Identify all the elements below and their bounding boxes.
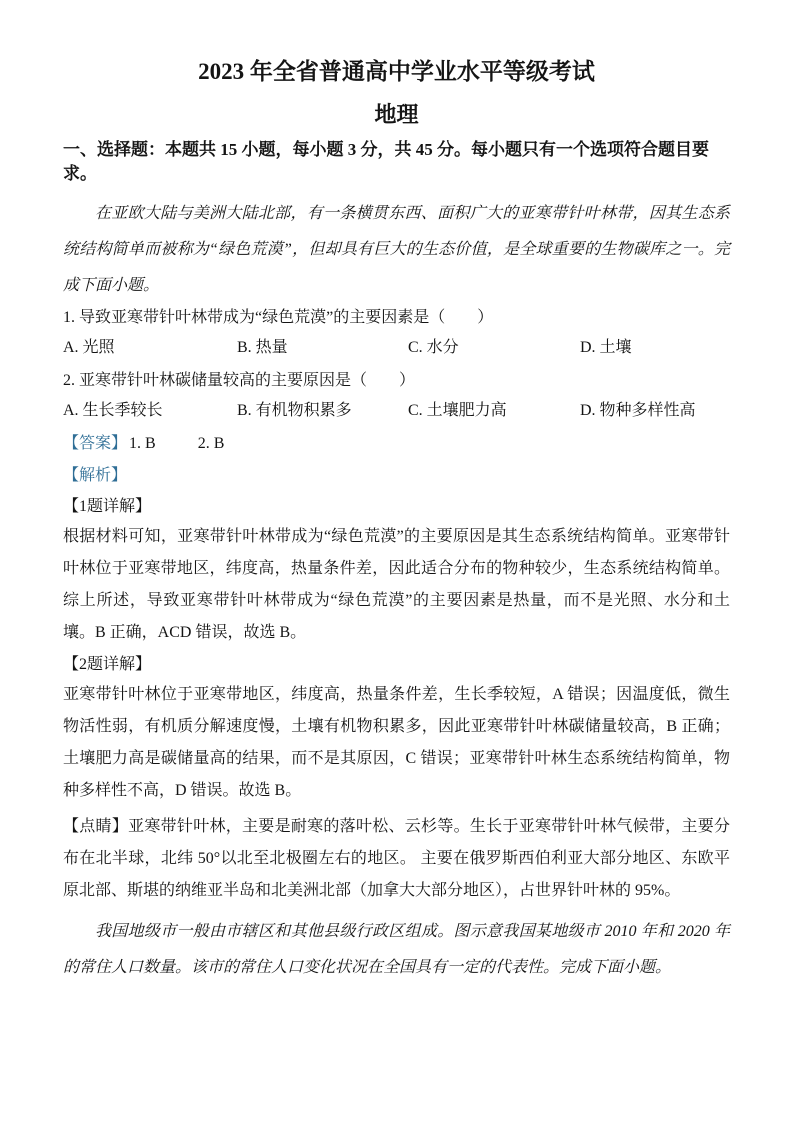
question-1-stem: 1. 导致亚寒带针叶林带成为“绿色荒漠”的主要因素是（ ）	[63, 309, 494, 326]
answer-question-1: 1. B	[129, 435, 156, 452]
tip-label: 【点睛】	[63, 818, 129, 835]
question-1-option-b: B. 热量	[237, 339, 288, 356]
exam-subject: 地理	[374, 102, 419, 127]
passage-boreal-forest: 在亚欧大陆与美洲大陆北部，有一条横贯东西、面积广大的亚寒带针叶林带，因其生态系统结构简单而被称为“绿色荒漠”，但却具有巨大的生态价值，是全球重要的生物碳库之一。完成下面小题。	[63, 205, 730, 294]
passage-city-population: 我国地级市一般由市辖区和其他县级行政区组成。图示意我国某地级市 2010 年和 2020 年的常住人口数量。该市的常住人口变化状况在全国具有一定的代表性。完成下面小题。	[63, 923, 730, 976]
analysis-label: 【解析】	[63, 467, 128, 484]
question-2-option-a: A. 生长季较长	[63, 402, 163, 419]
question-2-option-b: B. 有机物积累多	[237, 402, 352, 419]
tip-paragraph	[63, 811, 730, 907]
question-1-option-c: C. 水分	[408, 339, 459, 356]
detail-1-text: 根据材料可知，亚寒带针叶林带成为“绿色荒漠”的主要原因是其生态系统结构简单。亚寒带针叶林位于亚寒带地区，纬度高，热量条件差，因此适合分布的物种较少，生态系统结构简单。综上所述，导致亚寒带针叶林带成为“绿色荒漠”的主要因素是热量，而不是光照、水分和土壤。B 正确，ACD 错误，故选 B。	[63, 528, 730, 641]
question-2-stem: 2. 亚寒带针叶林碳储量较高的主要原因是（ ）	[63, 372, 416, 389]
detail-1-label: 【1题详解】	[63, 498, 152, 515]
question-2-option-c: C. 土壤肥力高	[408, 402, 507, 419]
section-header: 一、选择题：本题共 15 小题，每小题 3 分，共 45 分。每小题只有一个选项符合题目要求。	[63, 140, 709, 183]
question-1-options	[63, 336, 730, 360]
answer-line	[63, 432, 730, 456]
question-1-option-a: A. 光照	[63, 339, 115, 356]
answer-question-2: 2. B	[197, 435, 225, 452]
tip-text: 亚寒带针叶林，主要是耐寒的落叶松、云杉等。生长于亚寒带针叶林气候带，主要分布在北半球，北纬 50°以北至北极圈左右的地区。 主要在俄罗斯西伯利亚大部分地区、东欧平原北部、斯堪的纳维亚半岛和北美洲北部（加拿大大部分地区），占世界针叶林的 95%。	[63, 818, 730, 899]
question-2-options	[63, 399, 730, 423]
question-2-option-d: D. 物种多样性高	[580, 402, 696, 419]
answer-label: 【答案】	[63, 435, 128, 452]
question-1-option-d: D. 土壤	[580, 339, 632, 356]
detail-2-text: 亚寒带针叶林位于亚寒带地区，纬度高，热量条件差，生长季较短，A 错误；因温度低，微生物活性弱，有机质分解速度慢，土壤有机物积累多，因此亚寒带针叶林碳储量较高，B 正确；土壤肥力高是碳储量高的结果，而不是其原因，C 错误；亚寒带针叶林生态系统结构简单，物种多样性不高，D 错误。故选 B。	[63, 686, 730, 799]
exam-title: 2023 年全省普通高中学业水平等级考试	[198, 59, 595, 84]
detail-2-label: 【2题详解】	[63, 656, 152, 673]
